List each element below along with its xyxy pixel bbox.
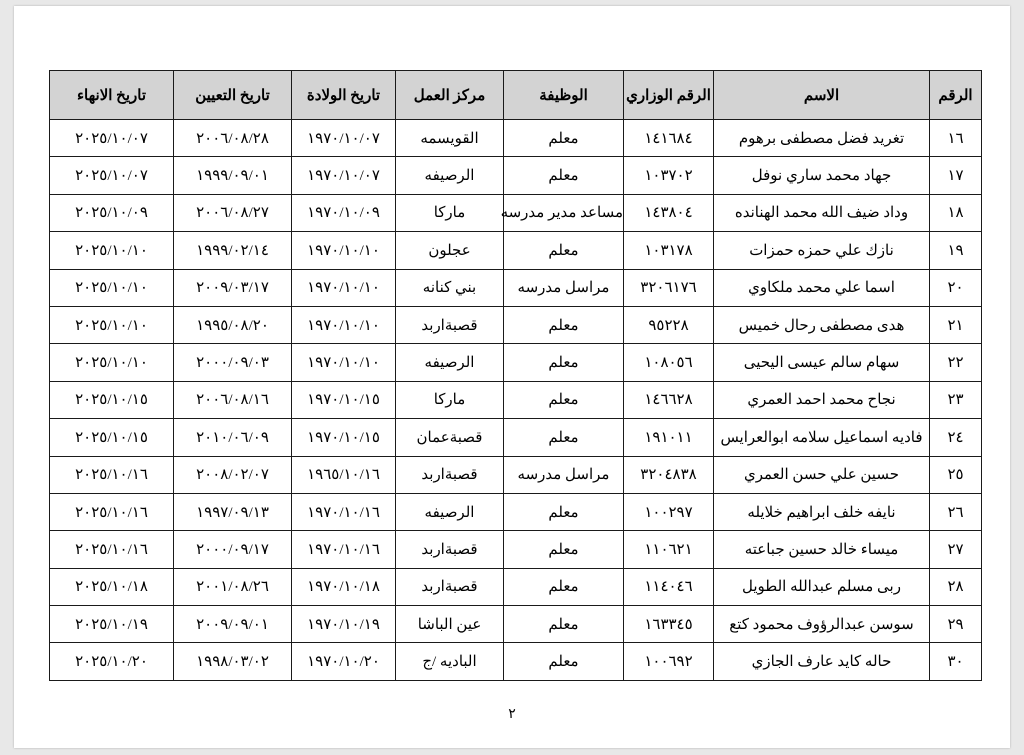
- column-header-end-date: تاريخ الانهاء: [50, 71, 174, 120]
- cell-ministry-number: ١٤٦٦٢٨: [624, 381, 714, 418]
- cell-name: تغريد فضل مصطفى برهوم: [714, 120, 930, 157]
- cell-ministry-number: ٩٥٢٢٨: [624, 306, 714, 343]
- cell-appointment-date: ٢٠٠٩/٠٣/١٧: [174, 269, 292, 306]
- table-row: [50, 531, 982, 568]
- cell-ministry-number: ١٠٣٧٠٢: [624, 157, 714, 194]
- cell-seq: ٣٠: [930, 643, 982, 680]
- cell-work-center: الرصيفه: [396, 493, 504, 530]
- cell-end-date: ٢٠٢٥/١٠/٠٧: [50, 157, 174, 194]
- cell-birth-date: ١٩٧٠/١٠/٠٩: [292, 194, 396, 231]
- cell-work-center: القويسمه: [396, 120, 504, 157]
- cell-name: سهام سالم عيسى اليحيى: [714, 344, 930, 381]
- cell-name: اسما علي محمد ملكاوي: [714, 269, 930, 306]
- cell-work-center: قصبةعمان: [396, 419, 504, 456]
- page-number: ٢: [508, 707, 516, 722]
- cell-birth-date: ١٩٦٥/١٠/١٦: [292, 456, 396, 493]
- cell-work-center: عين الباشا: [396, 606, 504, 643]
- cell-ministry-number: ١٠٠٢٩٧: [624, 493, 714, 530]
- table-row: [50, 120, 982, 157]
- cell-appointment-date: ٢٠٠٦/٠٨/٢٨: [174, 120, 292, 157]
- cell-end-date: ٢٠٢٥/١٠/٠٧: [50, 120, 174, 157]
- cell-name: جهاد محمد ساري نوفل: [714, 157, 930, 194]
- cell-job: معلم: [504, 531, 624, 568]
- cell-work-center: ماركا: [396, 194, 504, 231]
- cell-end-date: ٢٠٢٥/١٠/١٥: [50, 381, 174, 418]
- cell-name: نازك علي حمزه حمزات: [714, 232, 930, 269]
- cell-birth-date: ١٩٧٠/١٠/١٠: [292, 306, 396, 343]
- cell-appointment-date: ٢٠٠٦/٠٨/١٦: [174, 381, 292, 418]
- cell-job: مساعد مدير مدرسه: [504, 194, 624, 231]
- cell-birth-date: ١٩٧٠/١٠/١٥: [292, 381, 396, 418]
- table-row: [50, 344, 982, 381]
- table-row: [50, 194, 982, 231]
- cell-job: معلم: [504, 120, 624, 157]
- cell-work-center: الباديه /ج: [396, 643, 504, 680]
- cell-end-date: ٢٠٢٥/١٠/١٩: [50, 606, 174, 643]
- cell-appointment-date: ١٩٩٩/٠٩/٠١: [174, 157, 292, 194]
- cell-work-center: بني كنانه: [396, 269, 504, 306]
- table-body: [50, 120, 982, 681]
- cell-appointment-date: ٢٠٠١/٠٨/٢٦: [174, 568, 292, 605]
- cell-job: معلم: [504, 643, 624, 680]
- cell-end-date: ٢٠٢٥/١٠/١٦: [50, 493, 174, 530]
- cell-ministry-number: ١٠٣١٧٨: [624, 232, 714, 269]
- cell-seq: ٢٥: [930, 456, 982, 493]
- cell-seq: ٢٢: [930, 344, 982, 381]
- cell-work-center: قصبةاربد: [396, 568, 504, 605]
- cell-end-date: ٢٠٢٥/١٠/١٠: [50, 232, 174, 269]
- cell-end-date: ٢٠٢٥/١٠/١٠: [50, 344, 174, 381]
- cell-job: معلم: [504, 232, 624, 269]
- cell-job: معلم: [504, 381, 624, 418]
- cell-end-date: ٢٠٢٥/١٠/١٨: [50, 568, 174, 605]
- cell-work-center: قصبةاربد: [396, 456, 504, 493]
- cell-appointment-date: ٢٠٠٦/٠٨/٢٧: [174, 194, 292, 231]
- cell-job: مراسل مدرسه: [504, 456, 624, 493]
- table-header-row: [50, 71, 982, 120]
- cell-end-date: ٢٠٢٥/١٠/١٦: [50, 531, 174, 568]
- cell-ministry-number: ١٤٣٨٠٤: [624, 194, 714, 231]
- cell-work-center: ماركا: [396, 381, 504, 418]
- cell-job: معلم: [504, 568, 624, 605]
- cell-birth-date: ١٩٧٠/١٠/١٦: [292, 493, 396, 530]
- employees-table-container: [50, 70, 982, 681]
- cell-appointment-date: ١٩٩٥/٠٨/٢٠: [174, 306, 292, 343]
- cell-job: معلم: [504, 493, 624, 530]
- cell-seq: ١٩: [930, 232, 982, 269]
- table-row: [50, 269, 982, 306]
- cell-ministry-number: ١١٠٦٢١: [624, 531, 714, 568]
- cell-appointment-date: ٢٠١٠/٠٦/٠٩: [174, 419, 292, 456]
- cell-seq: ٢٧: [930, 531, 982, 568]
- cell-birth-date: ١٩٧٠/١٠/١٠: [292, 344, 396, 381]
- cell-job: معلم: [504, 157, 624, 194]
- cell-appointment-date: ٢٠٠٠/٠٩/١٧: [174, 531, 292, 568]
- table-row: [50, 606, 982, 643]
- cell-end-date: ٢٠٢٥/١٠/١٠: [50, 269, 174, 306]
- cell-name: نجاح محمد احمد العمري: [714, 381, 930, 418]
- table-row: [50, 493, 982, 530]
- cell-appointment-date: ٢٠٠٩/٠٩/٠١: [174, 606, 292, 643]
- table-row: [50, 643, 982, 680]
- cell-seq: ٢٦: [930, 493, 982, 530]
- cell-end-date: ٢٠٢٥/١٠/١٥: [50, 419, 174, 456]
- cell-end-date: ٢٠٢٥/١٠/٢٠: [50, 643, 174, 680]
- cell-ministry-number: ١١٤٠٤٦: [624, 568, 714, 605]
- cell-end-date: ٢٠٢٥/١٠/١٠: [50, 306, 174, 343]
- cell-ministry-number: ١٠٨٠٥٦: [624, 344, 714, 381]
- cell-seq: ٢٩: [930, 606, 982, 643]
- cell-name: ميساء خالد حسين جباعته: [714, 531, 930, 568]
- cell-appointment-date: ٢٠٠٠/٠٩/٠٣: [174, 344, 292, 381]
- cell-appointment-date: ١٩٩٩/٠٢/١٤: [174, 232, 292, 269]
- table-row: [50, 381, 982, 418]
- cell-birth-date: ١٩٧٠/١٠/١٠: [292, 269, 396, 306]
- column-header-birth-date: تاريخ الولادة: [292, 71, 396, 120]
- table-row: [50, 568, 982, 605]
- cell-ministry-number: ١٩١٠١١: [624, 419, 714, 456]
- cell-work-center: قصبةاربد: [396, 306, 504, 343]
- cell-seq: ١٨: [930, 194, 982, 231]
- cell-ministry-number: ١٠٠٦٩٢: [624, 643, 714, 680]
- cell-job: معلم: [504, 306, 624, 343]
- cell-birth-date: ١٩٧٠/١٠/١٦: [292, 531, 396, 568]
- cell-birth-date: ١٩٧٠/١٠/١٠: [292, 232, 396, 269]
- cell-name: ربى مسلم عبدالله الطويل: [714, 568, 930, 605]
- cell-job: معلم: [504, 344, 624, 381]
- cell-birth-date: ١٩٧٠/١٠/١٨: [292, 568, 396, 605]
- cell-seq: ١٧: [930, 157, 982, 194]
- table-row: [50, 232, 982, 269]
- cell-birth-date: ١٩٧٠/١٠/٠٧: [292, 120, 396, 157]
- cell-work-center: الرصيفه: [396, 157, 504, 194]
- cell-work-center: عجلون: [396, 232, 504, 269]
- cell-seq: ١٦: [930, 120, 982, 157]
- column-header-ministry-number: الرقم الوزاري: [624, 71, 714, 120]
- cell-name: وداد ضيف الله محمد الهنانده: [714, 194, 930, 231]
- table-row: [50, 419, 982, 456]
- column-header-name: الاسم: [714, 71, 930, 120]
- table-row: [50, 306, 982, 343]
- document-page: [14, 6, 1010, 748]
- cell-ministry-number: ٣٢٠٦١٧٦: [624, 269, 714, 306]
- cell-birth-date: ١٩٧٠/١٠/٠٧: [292, 157, 396, 194]
- column-header-appointment-date: تاريخ التعيين: [174, 71, 292, 120]
- cell-ministry-number: ٣٢٠٤٨٣٨: [624, 456, 714, 493]
- cell-name: فاديه اسماعيل سلامه ابوالعرايس: [714, 419, 930, 456]
- cell-job: معلم: [504, 606, 624, 643]
- cell-name: حاله كايد عارف الجازي: [714, 643, 930, 680]
- table-header: [50, 71, 982, 120]
- cell-job: معلم: [504, 419, 624, 456]
- column-header-work-center: مركز العمل: [396, 71, 504, 120]
- cell-name: حسين علي حسن العمري: [714, 456, 930, 493]
- cell-work-center: الرصيفه: [396, 344, 504, 381]
- cell-end-date: ٢٠٢٥/١٠/١٦: [50, 456, 174, 493]
- column-header-seq: الرقم: [930, 71, 982, 120]
- cell-name: سوسن عبدالرؤوف محمود كتع: [714, 606, 930, 643]
- cell-ministry-number: ١٤١٦٨٤: [624, 120, 714, 157]
- cell-name: نايفه خلف ابراهيم خلايله: [714, 493, 930, 530]
- cell-seq: ٢٨: [930, 568, 982, 605]
- cell-appointment-date: ١٩٩٧/٠٩/١٣: [174, 493, 292, 530]
- cell-seq: ٢٣: [930, 381, 982, 418]
- employees-table: [49, 70, 982, 681]
- cell-appointment-date: ١٩٩٨/٠٣/٠٢: [174, 643, 292, 680]
- table-row: [50, 157, 982, 194]
- cell-birth-date: ١٩٧٠/١٠/٢٠: [292, 643, 396, 680]
- cell-seq: ٢١: [930, 306, 982, 343]
- cell-work-center: قصبةاربد: [396, 531, 504, 568]
- cell-ministry-number: ١٦٣٣٤٥: [624, 606, 714, 643]
- cell-name: هدى مصطفى رحال خميس: [714, 306, 930, 343]
- table-row: [50, 456, 982, 493]
- cell-seq: ٢٤: [930, 419, 982, 456]
- cell-seq: ٢٠: [930, 269, 982, 306]
- cell-birth-date: ١٩٧٠/١٠/١٩: [292, 606, 396, 643]
- cell-end-date: ٢٠٢٥/١٠/٠٩: [50, 194, 174, 231]
- column-header-job: الوظيفة: [504, 71, 624, 120]
- cell-birth-date: ١٩٧٠/١٠/١٥: [292, 419, 396, 456]
- cell-appointment-date: ٢٠٠٨/٠٢/٠٧: [174, 456, 292, 493]
- cell-job: مراسل مدرسه: [504, 269, 624, 306]
